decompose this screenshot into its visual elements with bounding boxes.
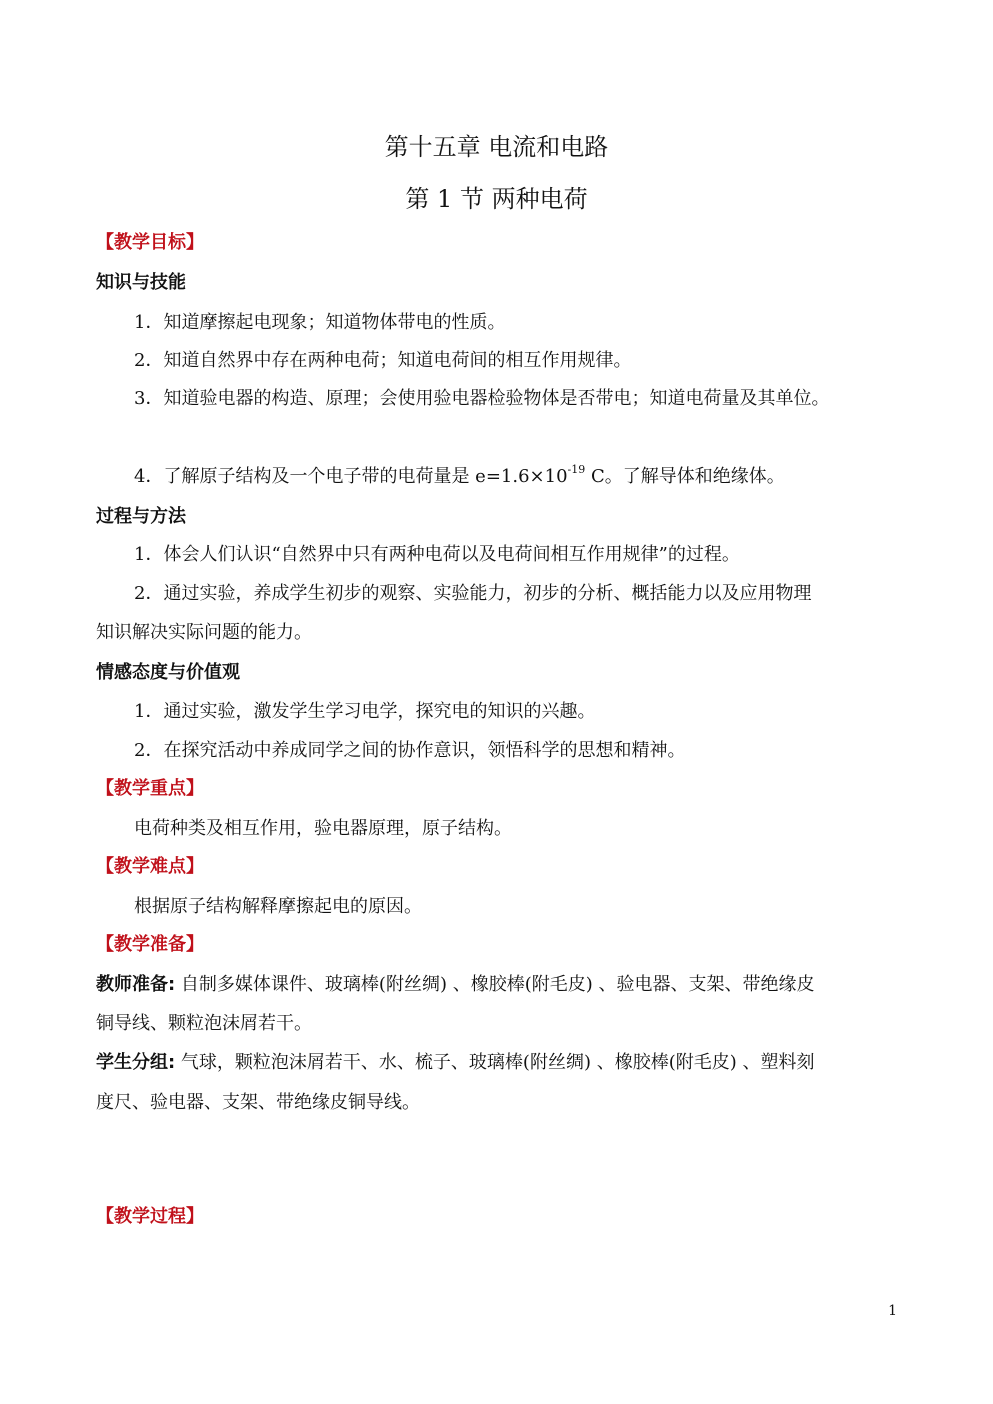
knowledge-item-4 xyxy=(134,463,785,488)
process-methods-title: 过程与方法 xyxy=(96,506,186,527)
process-item-2: 2．通过实验，养成学生初步的观察、实验能力，初步的分析、概括能力以及应用物理 xyxy=(134,583,812,604)
process-item-1: 1．体会人们认识“自然界中只有两种电荷以及电荷间相互作用规律”的过程。 xyxy=(134,544,740,565)
emotion-values-title: 情感态度与价值观 xyxy=(96,662,240,683)
knowledge-item-3: 3．知道验电器的构造、原理；会使用验电器检验物体是否带电；知道电荷量及其单位。 xyxy=(134,388,830,409)
knowledge-item-2: 2．知道自然界中存在两种电荷；知道电荷间的相互作用规律。 xyxy=(134,350,632,371)
student-grouping-label: 学生分组: xyxy=(96,1052,176,1073)
knowledge-item-1: 1．知道摩擦起电现象；知道物体带电的性质。 xyxy=(134,312,506,333)
teacher-preparation xyxy=(96,974,814,996)
process-heading: 【教学过程】 xyxy=(96,1206,204,1227)
knowledge-skills-title: 知识与技能 xyxy=(96,272,186,293)
key-points-heading: 【教学重点】 xyxy=(96,778,204,799)
teacher-preparation-text: 自制多媒体课件、玻璃棒(附丝绸) 、橡胶棒(附毛皮) 、验电器、支架、带绝缘皮 xyxy=(175,974,815,995)
exponent: -19 xyxy=(567,463,586,476)
difficulties-text: 根据原子结构解释摩擦起电的原因。 xyxy=(134,896,422,917)
student-grouping-cont: 度尺、验电器、支架、带绝缘皮铜导线。 xyxy=(96,1092,420,1113)
chapter-title: 第十五章 电流和电路 xyxy=(384,133,609,161)
teacher-preparation-cont: 铜导线、颗粒泡沫屑若干。 xyxy=(96,1013,312,1034)
student-grouping xyxy=(96,1052,814,1074)
difficulties-heading: 【教学难点】 xyxy=(96,856,204,877)
key-points-text: 电荷种类及相互作用，验电器原理，原子结构。 xyxy=(134,818,512,839)
process-item-2-cont: 知识解决实际问题的能力。 xyxy=(96,622,312,643)
objectives-heading: 【教学目标】 xyxy=(96,232,204,253)
teacher-preparation-label: 教师准备: xyxy=(96,974,176,995)
section-title: 第 1 节 两种电荷 xyxy=(405,185,588,213)
preparation-heading: 【教学准备】 xyxy=(96,934,204,955)
knowledge-item-4-tail: C。了解导体和绝缘体。 xyxy=(585,466,785,487)
page-number: 1 xyxy=(888,1303,897,1319)
emotion-item-2: 2．在探究活动中养成同学之间的协作意识，领悟科学的思想和精神。 xyxy=(134,740,686,761)
emotion-item-1: 1．通过实验，激发学生学习电学，探究电的知识的兴趣。 xyxy=(134,701,596,722)
knowledge-item-4-text: 4．了解原子结构及一个电子带的电荷量是 e=1.6×10 xyxy=(134,466,568,487)
student-grouping-text: 气球，颗粒泡沫屑若干、水、梳子、玻璃棒(附丝绸) 、橡胶棒(附毛皮) 、塑料刻 xyxy=(175,1052,815,1073)
